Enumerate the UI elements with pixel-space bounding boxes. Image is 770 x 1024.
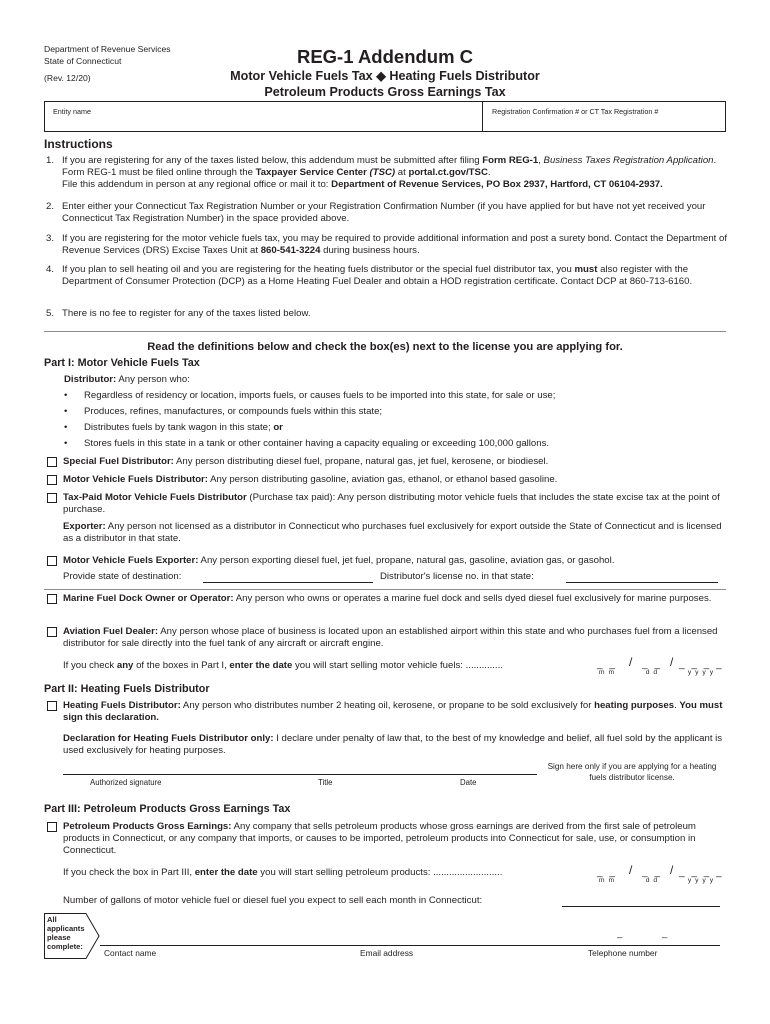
bullet-text-1: Regardless of residency or location, imports fuels, or causes fuels to be imported into this state, for sale or use; — [84, 390, 556, 401]
state-name: State of Connecticut — [44, 56, 122, 66]
department-name: Department of Revenue Services — [44, 44, 171, 54]
must-sign-emphasis: You must sign this declaration. — [63, 700, 723, 723]
authorized-signature-field[interactable] — [63, 774, 537, 775]
part3-day-hint: d d — [645, 877, 659, 884]
motor-vehicle-fuels-exporter-checkbox[interactable] — [47, 556, 57, 566]
special-fuel-distributor-entry — [63, 456, 733, 468]
bullet-text: Distributes fuels by tank wagon in this state; — [84, 422, 274, 433]
bullet-4: • — [64, 438, 68, 449]
part3-start-date-label — [63, 867, 502, 879]
tsc-link[interactable]: portal.ct.gov/TSC — [408, 166, 488, 178]
tax-paid-distributor-checkbox[interactable] — [47, 493, 57, 503]
form-title: REG-1 Addendum C — [296, 46, 474, 67]
part3-year-field[interactable]: _ _ _ _ — [679, 867, 724, 878]
definitions-heading: Read the definitions below and check the box(es) next to the license you are applying for. — [147, 341, 623, 353]
petroleum-products-entry — [63, 821, 733, 857]
distributor-license-field[interactable] — [566, 582, 718, 583]
heating-fuels-distributor-entry — [63, 700, 733, 724]
tsc-abbrev: (TSC) — [366, 166, 396, 178]
phone-separator: – — [662, 932, 668, 943]
marine-fuel-dock-entry — [63, 593, 733, 605]
part1-month-hint: m m — [598, 669, 616, 676]
entity-name-label: Entity name — [53, 107, 91, 116]
motor-vehicle-fuels-distributor-checkbox[interactable] — [47, 475, 57, 485]
distributor-text: Any person who: — [116, 374, 190, 385]
part3-month-hint: m m — [598, 877, 616, 884]
marine-label: Marine Fuel Dock Owner or Operator: — [63, 593, 234, 604]
must-emphasis: must — [574, 264, 598, 275]
date-text: you will start selling petroleum products: .......................... — [257, 867, 503, 878]
tag-line: applicants — [47, 924, 85, 934]
instruction-number: 3. — [46, 233, 55, 244]
motor-vehicle-fuels-exporter-entry — [63, 555, 733, 567]
special-fuel-text: Any person distributing diesel fuel, propane, natural gas, jet fuel, kerosene, or biodiesel. — [173, 456, 549, 467]
part3-year-hint: y y y y — [687, 877, 715, 884]
destination-state-label: Provide state of destination: — [63, 571, 182, 582]
mvf-label: Motor Vehicle Fuels Distributor: — [63, 474, 208, 485]
part3-month-field[interactable]: _ _ — [597, 867, 617, 878]
exporter-definition — [63, 521, 733, 545]
instruction-4 — [46, 264, 736, 288]
date-slash: / — [629, 863, 633, 877]
phone-excise-taxes: 860-541-3224 — [260, 244, 321, 256]
diamond-icon: ◆ — [376, 69, 386, 83]
subtitle-motor-vehicle: Motor Vehicle Fuels Tax — [230, 69, 373, 83]
tag-line: complete: — [47, 942, 83, 952]
email-address-label: Email address — [360, 948, 414, 958]
tag-line: All — [47, 915, 57, 924]
ppge-text: Any company that sells petroleum products whose gross earnings are derived from the first sale of petroleum products in Connecticut, or any company that imports, or causes to be imported, petroleum products into Connecticut for sale, use, or consumption in Connecticut. — [63, 821, 696, 856]
bullet-3: • — [64, 422, 68, 433]
distributor-license-label: Distributor's license no. in that state: — [380, 571, 534, 582]
enter-date-emphasis: enter the date — [194, 867, 258, 878]
telephone-field[interactable] — [580, 920, 720, 944]
instruction-text: There is no fee to register for any of the taxes listed below. — [62, 308, 311, 319]
divider — [44, 331, 726, 332]
declaration — [63, 733, 733, 757]
instruction-text: . Form REG-1 must be filed online through the — [62, 155, 717, 178]
registration-number-field[interactable] — [482, 101, 726, 132]
instruction-text: also register with the Department of Consumer Protection (DCP) as a Home Heating Fuel Dealer and obtain a HOD registration certificate. Contact DCP at 860-713-6160. — [62, 264, 693, 287]
contact-fields-line — [100, 945, 720, 946]
instruction-text: . — [487, 166, 491, 178]
exporter-text: Any person not licensed as a distributor in Connecticut who purchases fuel exclusively for export outside the State of Connecticut and is licensed as a distributor in that state. — [63, 521, 722, 544]
enter-date-emphasis: enter the date — [229, 660, 293, 671]
instruction-1 — [46, 155, 736, 191]
date-slash: / — [670, 863, 674, 877]
instruction-text: Enter either your Connecticut Tax Registration Number or your Registration Confirmation Number (if you have applied for but have not yet received your Connecticut Tax Registration Number) in the space provided above. — [62, 201, 706, 224]
gallons-field[interactable] — [562, 906, 720, 907]
distributor-definition — [64, 374, 190, 386]
any-emphasis: any — [116, 660, 134, 671]
instruction-number: 2. — [46, 201, 55, 212]
instruction-text: during business hours. — [320, 244, 420, 256]
part3-heading: Part III: Petroleum Products Gross Earnings Tax — [44, 803, 291, 815]
part1-start-date-label — [63, 660, 503, 672]
instruction-text: , — [538, 155, 544, 166]
mvf-exporter-text: Any person exporting diesel fuel, jet fuel, propane, natural gas, gasoline, aviation gas, or gasohol. — [198, 555, 615, 566]
title-label: Title — [318, 778, 333, 787]
date-text: of the boxes in Part I, — [133, 660, 230, 671]
date-slash: / — [629, 655, 633, 669]
instruction-text: If you plan to sell heating oil and you are registering for the heating fuels distributor or the special fuel distributor tax, you — [62, 264, 575, 275]
heating-fuels-distributor-checkbox[interactable] — [47, 701, 57, 711]
instruction-5 — [46, 308, 736, 320]
phone-separator: – — [617, 932, 623, 943]
aviation-text: Any person whose place of business is located upon an established airport within this state and who purchases fuel from a licensed distributor for sale directly into the fuel tank of any aircraft or aircraft engine. — [63, 626, 718, 649]
part2-heading: Part II: Heating Fuels Distributor — [44, 683, 210, 695]
instruction-text: If you are registering for the motor vehicle fuels tax, you may be required to provide additional information and post a surety bond. Contact the Department of Revenue Services (DRS) Excise Taxes Unit at — [62, 233, 727, 256]
form-reg1-ref: Form REG-1 — [482, 155, 539, 166]
hfd-label: Heating Fuels Distributor: — [63, 700, 181, 711]
instruction-3 — [46, 233, 736, 257]
entity-name-field[interactable] — [44, 101, 483, 132]
declaration-label: Declaration for Heating Fuels Distributor only: — [63, 733, 274, 744]
form-subtitle — [150, 68, 620, 84]
distributor-label: Distributor: — [64, 374, 117, 385]
destination-state-field[interactable] — [203, 582, 373, 583]
instruction-number: 5. — [46, 308, 55, 319]
bullet-text-2: Produces, refines, manufactures, or compounds fuels within this state; — [84, 406, 383, 417]
contact-name-label: Contact name — [104, 948, 157, 958]
tax-paid-distributor-entry — [63, 492, 733, 516]
hfd-text: . — [674, 700, 680, 711]
instruction-text: File this addendum in person at any regional office or mail it to: — [62, 178, 332, 190]
motor-vehicle-fuels-distributor-entry — [63, 474, 733, 486]
marine-text: Any person who owns or operates a marine fuel dock and sells dyed diesel fuel exclusively for marine purposes. — [233, 593, 712, 604]
subtitle-heating: Heating Fuels Distributor — [389, 69, 540, 83]
mvf-exporter-label: Motor Vehicle Fuels Exporter: — [63, 555, 199, 566]
aviation-fuel-dealer-checkbox[interactable] — [47, 627, 57, 637]
petroleum-products-checkbox[interactable] — [47, 822, 57, 832]
hfd-text: Any person who distributes number 2 heating oil, kerosene, or propane to be sold exclusively for — [180, 700, 595, 711]
instruction-2 — [46, 201, 736, 225]
telephone-number-label: Telephone number — [588, 948, 658, 958]
date-text: you will start selling motor vehicle fuels: .............. — [292, 660, 503, 671]
instruction-number: 1. — [46, 155, 55, 166]
part1-heading: Part I: Motor Vehicle Fuels Tax — [44, 357, 200, 369]
bullet-1: • — [64, 390, 68, 401]
bullet-text-4: Stores fuels in this state in a tank or other container having a capacity equaling or exceeding 100,000 gallons. — [84, 438, 550, 449]
mvf-text: Any person distributing gasoline, aviation gas, ethanol, or ethanol based gasoline. — [208, 474, 558, 485]
ppge-label: Petroleum Products Gross Earnings: — [63, 821, 232, 832]
taxpaid-text: (Purchase tax paid): Any person distributing motor vehicle fuels that includes the state excise tax at the point of purchase. — [63, 492, 720, 515]
taxpaid-label: Tax-Paid Motor Vehicle Fuels Distributor — [63, 492, 247, 503]
part3-day-field[interactable]: _ _ — [642, 867, 662, 878]
instructions-heading: Instructions — [44, 137, 113, 151]
bullet-2: • — [64, 406, 68, 417]
authorized-signature-label: Authorized signature — [90, 778, 162, 787]
gallons-label: Number of gallons of motor vehicle fuel or diesel fuel you expect to sell each month in Connecticut: — [63, 895, 483, 906]
part1-day-hint: d d — [645, 669, 659, 676]
part1-year-hint: y y y y — [687, 669, 715, 676]
tag-line: please — [47, 933, 71, 943]
date-text: If you check the box in Part III, — [63, 867, 195, 878]
special-fuel-label: Special Fuel Distributor: — [63, 456, 174, 467]
instruction-text: If you are registering for any of the taxes listed below, this addendum must be submitted after filing — [62, 155, 483, 166]
exporter-label: Exporter: — [63, 521, 106, 532]
applicants-tag — [47, 915, 85, 951]
instruction-number: 4. — [46, 264, 55, 275]
divider — [44, 589, 726, 590]
part1-day-field[interactable]: _ _ — [642, 659, 662, 670]
aviation-fuel-dealer-entry — [63, 626, 733, 650]
heating-purposes-emphasis: heating purposes — [594, 700, 675, 711]
special-fuel-distributor-checkbox[interactable] — [47, 457, 57, 467]
tsc-name: Taxpayer Service Center — [255, 166, 367, 178]
date-slash: / — [670, 655, 674, 669]
sign-note: Sign here only if you are applying for a heating fuels distributor license. — [547, 762, 717, 782]
form-subtitle-2: Petroleum Products Gross Earnings Tax — [264, 85, 506, 99]
form-name-italic: Business Taxes Registration Application — [543, 155, 714, 166]
email-address-field[interactable] — [360, 920, 560, 944]
mailing-address: Department of Revenue Services, PO Box 2937, Hartford, CT 06104-2937. — [331, 178, 663, 190]
declaration-text: I declare under penalty of law that, to the best of my knowledge and belief, all fuel sold by the applicant is used exclusively for heating purposes. — [63, 733, 723, 756]
registration-number-label: Registration Confirmation # or CT Tax Registration # — [492, 107, 659, 116]
bullet-text-3 — [84, 422, 283, 434]
part1-month-field[interactable]: _ _ — [597, 659, 617, 670]
revision-date: (Rev. 12/20) — [44, 73, 91, 83]
part1-year-field[interactable]: _ _ _ _ — [679, 659, 724, 670]
marine-fuel-dock-checkbox[interactable] — [47, 594, 57, 604]
aviation-label: Aviation Fuel Dealer: — [63, 626, 159, 637]
bullet-or: or — [273, 422, 283, 433]
date-label: Date — [460, 778, 477, 787]
instruction-text: at — [395, 166, 409, 178]
contact-name-field[interactable] — [130, 920, 390, 944]
date-text: If you check — [63, 660, 117, 671]
